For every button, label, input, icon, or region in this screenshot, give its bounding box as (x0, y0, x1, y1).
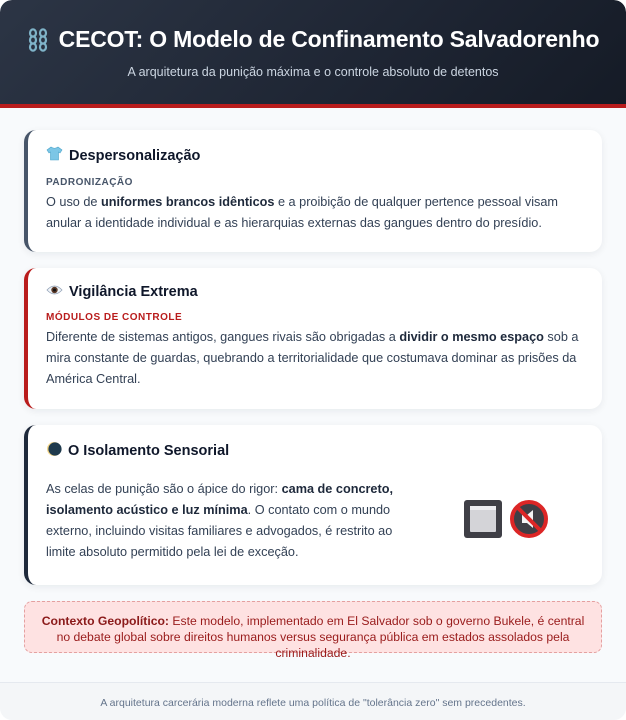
main-content (0, 108, 626, 660)
card-despersonalizacao (24, 130, 602, 252)
page-title (0, 26, 626, 53)
eye-icon (46, 284, 63, 300)
title-text: CECOT: O Modelo de Confinamento Salvadorenho (58, 26, 600, 52)
new-moon-icon (46, 441, 62, 461)
geopolitical-context-callout (24, 601, 602, 660)
card-title: O Isolamento Sensorial (46, 441, 584, 461)
card-body: O uso de uniformes brancos idênticos e a proibição de qualquer pertence pessoal visam anular a identidade individual e as hierarquias externas das gangues dentro do presídio. (46, 195, 558, 230)
white-square-button-icon (463, 499, 503, 544)
card-tag: MÓDULOS DE CONTROLE (46, 312, 183, 323)
card-tag: PADRONIZAÇÃO (46, 177, 133, 188)
muted-speaker-icon (509, 499, 549, 544)
card-vigilancia (24, 268, 602, 409)
callout-label: Contexto Geopolítico: (41, 614, 169, 628)
card-body: Diferente de sistemas antigos, gangues rivais são obrigadas a dividir o mesmo espaço sob a mira constante de guardas, quebrando a territorialidade que costumava dominar as prisões da América Central. (46, 330, 579, 386)
page-subtitle: A arquitetura da punição máxima e o controle absoluto de detentos (127, 65, 499, 79)
chain-icon (27, 28, 49, 52)
header (0, 0, 626, 108)
footer (0, 682, 626, 720)
t-shirt-icon (46, 146, 63, 165)
card-isolamento (24, 425, 602, 585)
footer-text: A arquitetura carcerária moderna reflete uma política de "tolerância zero" sem precedentes. (100, 697, 526, 709)
card-title: Vigilância Extrema (46, 284, 584, 300)
callout-text: Este modelo, implementado em El Salvador sob o governo Bukele, é central no debate global sobre direitos humanos versus segurança pública em estados assolados pela criminalidade. (56, 614, 585, 660)
isolation-row (46, 479, 584, 563)
card-body: As celas de punição são o ápice do rigor: cama de concreto, isolamento acústico e luz mínima. O contato com o mundo externo, incluindo visitas familiares e advogados, é restrito ao limite absoluto permitido pela lei de exceção. (46, 482, 393, 559)
card-title: Despersonalização (46, 146, 584, 165)
isolation-icons (463, 499, 549, 544)
